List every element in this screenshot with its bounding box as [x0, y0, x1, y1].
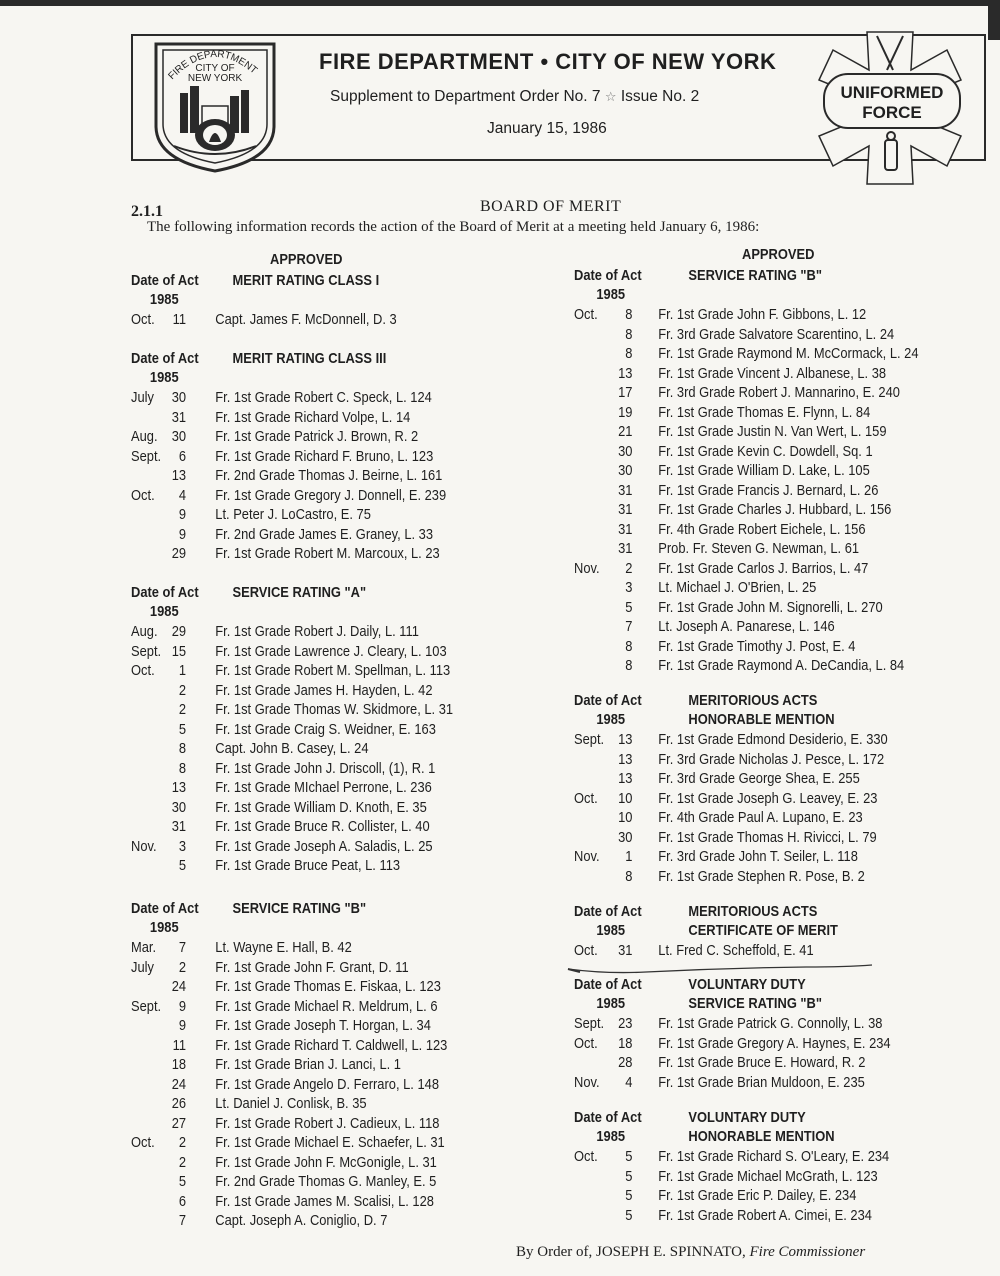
- act-day: 5: [625, 1187, 633, 1204]
- act-day: 30: [618, 828, 633, 846]
- member-name: Fr. 1st Grade Robert M. Marcoux, L. 23: [215, 545, 440, 562]
- member-name: Fr. 1st Grade Joseph A. Saladis, L. 25: [215, 837, 433, 855]
- block-subtitle: HONORABLE MENTION: [688, 711, 835, 728]
- act-month: Sept.: [574, 731, 605, 748]
- member-name: Fr. 1st Grade Brian J. Lanci, L. 1: [215, 1056, 401, 1073]
- act-month: Mar.: [131, 939, 157, 956]
- member-name: Fr. 1st Grade William D. Knoth, E. 35: [215, 798, 427, 816]
- act-day: 5: [625, 598, 633, 616]
- act-day: 24: [171, 1075, 187, 1093]
- member-name: Fr. 1st Grade Raymond M. McCormack, L. 24: [658, 345, 919, 362]
- star-icon: ☆: [604, 90, 617, 105]
- member-name: Fr. 2nd Grade Thomas G. Manley, E. 5: [215, 1173, 437, 1190]
- member-name: Fr. 4th Grade Paul A. Lupano, E. 23: [658, 809, 863, 826]
- act-day: 31: [171, 818, 187, 835]
- year-label: 1985: [596, 286, 626, 303]
- block-title: SERVICE RATING "A": [232, 584, 367, 601]
- act-day: 8: [625, 657, 633, 674]
- act-day: 9: [178, 506, 187, 523]
- block-title: MERIT RATING CLASS III: [232, 350, 387, 367]
- act-month: Oct.: [574, 306, 598, 323]
- date-of-act-label: Date of Act: [574, 976, 642, 993]
- act-day: 13: [618, 750, 633, 768]
- member-name: Fr. 1st Grade Edmond Desiderio, E. 330: [658, 731, 888, 748]
- member-name: Fr. 1st Grade John M. Signorelli, L. 270: [658, 598, 883, 616]
- section-number: 2.1.1: [131, 203, 163, 220]
- act-day: 8: [625, 637, 633, 655]
- year-label: 1985: [149, 291, 179, 308]
- member-name: Fr. 1st Grade Vincent J. Albanese, L. 38: [658, 364, 887, 382]
- act-month: Nov.: [574, 848, 600, 865]
- act-month: Oct.: [574, 1034, 598, 1052]
- member-name: Fr. 3rd Grade Robert J. Mannarino, E. 240: [658, 384, 900, 401]
- act-day: 11: [172, 1036, 187, 1054]
- act-day: 31: [171, 408, 187, 426]
- act-day: 3: [625, 579, 633, 596]
- member-name: Fr. 2nd Grade Thomas J. Beirne, L. 161: [215, 467, 443, 484]
- member-name: Fr. 1st Grade Thomas E. Fiskaa, L. 123: [215, 978, 441, 995]
- issue-date: January 15, 1986: [487, 120, 607, 137]
- member-name: Fr. 1st Grade Bruce Peat, L. 113: [215, 857, 401, 874]
- member-name: Fr. 1st Grade John F. McGonigle, L. 31: [215, 1153, 437, 1171]
- member-name: Fr. 1st Grade Robert J. Daily, L. 111: [215, 623, 419, 640]
- act-day: 29: [171, 623, 187, 640]
- member-name: Fr. 1st Grade William D. Lake, L. 105: [658, 462, 870, 479]
- badge-uniformed-text: UNIFORMED: [840, 83, 944, 102]
- act-day: 13: [171, 779, 187, 796]
- member-name: Fr. 1st Grade James H. Hayden, L. 42: [215, 681, 433, 699]
- member-name: Fr. 1st Grade Michael E. Schaefer, L. 31: [215, 1134, 445, 1151]
- member-name: Fr. 1st Grade Robert M. Spellman, L. 113: [215, 662, 451, 679]
- act-month: Oct.: [131, 311, 155, 328]
- act-day: 2: [178, 958, 187, 976]
- member-name: Fr. 2nd Grade James E. Graney, L. 33: [215, 525, 434, 543]
- member-name: Fr. 1st Grade John J. Driscoll, (1), R. 1: [215, 759, 436, 777]
- member-name: Fr. 1st Grade Michael McGrath, L. 123: [658, 1167, 878, 1185]
- member-name: Capt. James F. McDonnell, D. 3: [215, 311, 397, 328]
- seal-arc-text: FIRE DEPARTMENT: [166, 48, 260, 82]
- block-title: VOLUNTARY DUTY: [688, 1109, 806, 1126]
- intro-paragraph: The following information records the action of the Board of Merit at a meeting held January 6, 1986:: [147, 219, 760, 235]
- member-name: Lt. Daniel J. Conlisk, B. 35: [215, 1095, 367, 1112]
- act-day: 7: [178, 1212, 187, 1229]
- act-month: Nov.: [574, 559, 600, 577]
- year-label: 1985: [149, 603, 179, 620]
- member-name: Fr. 1st Grade Bruce R. Collister, L. 40: [215, 818, 430, 835]
- member-name: Fr. 1st Grade Gregory J. Donnell, E. 239: [215, 486, 447, 504]
- act-day: 31: [618, 481, 633, 499]
- act-day: 2: [178, 701, 187, 718]
- act-day: 10: [618, 789, 633, 807]
- uniformed-force-badge-icon: [815, 28, 965, 188]
- order-by-text: By Order of, JOSEPH E. SPINNATO,: [516, 1244, 750, 1260]
- member-name: Fr. 1st Grade Timothy J. Post, E. 4: [658, 637, 856, 655]
- scan-edge-corner: [988, 0, 1000, 40]
- date-of-act-label: Date of Act: [574, 267, 642, 284]
- act-day: 23: [618, 1015, 633, 1032]
- member-name: Fr. 1st Grade Thomas W. Skidmore, L. 31: [215, 701, 454, 718]
- act-day: 4: [178, 486, 187, 504]
- year-label: 1985: [596, 922, 626, 939]
- act-day: 8: [625, 345, 633, 362]
- act-day: 5: [625, 1206, 633, 1224]
- act-day: 24: [171, 978, 187, 995]
- member-name: Lt. Peter J. LoCastro, E. 75: [215, 506, 371, 523]
- member-name: Capt. John B. Casey, L. 24: [215, 740, 369, 757]
- act-day: 18: [171, 1056, 187, 1073]
- act-day: 11: [172, 311, 187, 328]
- order-subtitle: [330, 88, 699, 106]
- act-day: 6: [178, 1192, 187, 1210]
- member-name: Fr. 1st Grade Angelo D. Ferraro, L. 148: [215, 1075, 440, 1093]
- member-name: Fr. 1st Grade John F. Grant, D. 11: [215, 958, 409, 976]
- department-title: FIRE DEPARTMENT • CITY OF NEW YORK: [319, 49, 777, 74]
- member-name: Lt. Wayne E. Hall, B. 42: [215, 939, 352, 956]
- act-day: 19: [618, 403, 633, 421]
- approved-label-left: APPROVED: [270, 251, 343, 268]
- act-month: Sept.: [574, 1015, 605, 1032]
- date-of-act-label: Date of Act: [131, 350, 199, 367]
- act-day: 8: [625, 867, 633, 885]
- seal-city-text: CITY OF: [195, 63, 235, 74]
- act-month: Nov.: [131, 837, 157, 855]
- date-of-act-label: Date of Act: [574, 1109, 642, 1126]
- act-day: 5: [178, 720, 187, 738]
- act-day: 30: [618, 442, 633, 460]
- act-month: Oct.: [131, 662, 155, 679]
- member-name: Fr. 3rd Grade Salvatore Scarentino, L. 24: [658, 325, 895, 343]
- block-title: SERVICE RATING "B": [688, 267, 822, 284]
- year-label: 1985: [596, 995, 626, 1012]
- act-month: Sept.: [131, 997, 162, 1015]
- act-month: Oct.: [574, 942, 598, 959]
- member-name: Fr. 1st Grade Kevin C. Dowdell, Sq. 1: [658, 442, 873, 460]
- block-subtitle: HONORABLE MENTION: [688, 1128, 835, 1145]
- act-day: 5: [625, 1148, 633, 1165]
- act-day: 13: [618, 731, 633, 748]
- member-name: Fr. 1st Grade Francis J. Bernard, L. 26: [658, 481, 879, 499]
- act-day: 31: [618, 942, 633, 959]
- act-day: 1: [178, 662, 187, 679]
- fdny-seal-icon: [152, 38, 278, 173]
- member-name: Fr. 1st Grade MIchael Perrone, L. 236: [215, 779, 432, 796]
- member-name: Fr. 1st Grade Joseph T. Horgan, L. 34: [215, 1017, 431, 1034]
- act-day: 9: [178, 1017, 187, 1034]
- member-name: Fr. 1st Grade Robert A. Cimei, E. 234: [658, 1206, 872, 1224]
- act-day: 9: [178, 525, 187, 543]
- year-label: 1985: [596, 1128, 626, 1145]
- member-name: Lt. Fred C. Scheffold, E. 41: [658, 942, 814, 959]
- act-day: 30: [618, 462, 633, 479]
- act-day: 26: [171, 1095, 187, 1112]
- act-day: 18: [618, 1034, 633, 1052]
- member-name: Fr. 1st Grade Raymond A. DeCandia, L. 84: [658, 657, 905, 674]
- year-label: 1985: [149, 369, 179, 386]
- block-title: MERITORIOUS ACTS: [688, 903, 818, 920]
- act-day: 13: [618, 770, 633, 787]
- member-name: Fr. 1st Grade Richard S. O'Leary, E. 234: [658, 1148, 890, 1165]
- member-name: Fr. 1st Grade John F. Gibbons, L. 12: [658, 306, 867, 323]
- act-day: 8: [625, 306, 633, 323]
- member-name: Prob. Fr. Steven G. Newman, L. 61: [658, 540, 860, 557]
- signature-line: [516, 1244, 865, 1261]
- pen-underline-mark: [566, 962, 876, 976]
- date-of-act-label: Date of Act: [131, 272, 199, 289]
- date-of-act-label: Date of Act: [131, 900, 199, 917]
- year-label: 1985: [596, 711, 626, 728]
- member-name: Fr. 1st Grade Eric P. Dailey, E. 234: [658, 1187, 857, 1204]
- member-name: Fr. 1st Grade Carlos J. Barrios, L. 47: [658, 559, 869, 577]
- block-subtitle: CERTIFICATE OF MERIT: [688, 922, 838, 939]
- act-day: 7: [178, 939, 187, 956]
- act-month: Oct.: [574, 1148, 598, 1165]
- badge-force-text: FORCE: [862, 103, 922, 122]
- date-of-act-label: Date of Act: [131, 584, 199, 601]
- act-day: 2: [178, 681, 187, 699]
- act-month: July: [131, 389, 154, 406]
- act-day: 7: [625, 618, 633, 635]
- section-title: BOARD OF MERIT: [480, 198, 622, 215]
- act-day: 30: [171, 428, 187, 445]
- seal-ny-text: NEW YORK: [187, 73, 243, 84]
- act-day: 8: [625, 325, 633, 343]
- act-day: 30: [171, 798, 187, 816]
- member-name: Lt. Joseph A. Panarese, L. 146: [658, 618, 835, 635]
- act-day: 13: [618, 364, 633, 382]
- act-day: 10: [618, 809, 633, 826]
- act-day: 4: [625, 1073, 633, 1091]
- act-day: 31: [618, 501, 633, 518]
- act-month: Oct.: [131, 486, 155, 504]
- member-name: Fr. 1st Grade Patrick J. Brown, R. 2: [215, 428, 419, 445]
- member-name: Fr. 1st Grade Patrick G. Connolly, L. 38: [658, 1015, 883, 1032]
- member-name: Fr. 3rd Grade George Shea, E. 255: [658, 770, 860, 787]
- scan-edge-top: [0, 0, 1000, 6]
- order-number: Supplement to Department Order No. 7: [330, 88, 601, 105]
- act-day: 30: [171, 389, 187, 406]
- act-day: 31: [618, 520, 633, 538]
- act-day: 3: [178, 837, 187, 855]
- act-day: 13: [171, 467, 187, 484]
- member-name: Fr. 1st Grade Justin N. Van Wert, L. 159: [658, 423, 887, 440]
- member-name: Fr. 1st Grade Robert C. Speck, L. 124: [215, 389, 432, 406]
- act-day: 15: [171, 642, 187, 660]
- member-name: Fr. 1st Grade Richard F. Bruno, L. 123: [215, 447, 434, 465]
- block-title: MERITORIOUS ACTS: [688, 692, 818, 709]
- member-name: Fr. 3rd Grade John T. Seiler, L. 118: [658, 848, 858, 865]
- act-day: 9: [178, 997, 187, 1015]
- act-day: 2: [178, 1153, 187, 1171]
- member-name: Fr. 1st Grade Gregory A. Haynes, E. 234: [658, 1034, 891, 1052]
- act-day: 31: [618, 540, 633, 557]
- act-month: Aug.: [131, 623, 158, 640]
- issue-number: Issue No. 2: [620, 88, 700, 105]
- member-name: Fr. 3rd Grade Nicholas J. Pesce, L. 172: [658, 750, 885, 768]
- act-day: 21: [618, 423, 633, 440]
- act-day: 29: [171, 545, 187, 562]
- act-month: July: [131, 958, 154, 976]
- member-name: Fr. 1st Grade Craig S. Weidner, E. 163: [215, 720, 436, 738]
- act-day: 27: [171, 1114, 187, 1132]
- member-name: Fr. 1st Grade Richard Volpe, L. 14: [215, 408, 411, 426]
- member-name: Fr. 1st Grade Thomas H. Rivicci, L. 79: [658, 828, 877, 846]
- act-day: 5: [625, 1167, 633, 1185]
- act-day: 1: [625, 848, 633, 865]
- act-day: 17: [618, 384, 633, 401]
- act-day: 5: [178, 857, 187, 874]
- member-name: Fr. 1st Grade Charles J. Hubbard, L. 156: [658, 501, 892, 518]
- member-name: Fr. 1st Grade Michael R. Meldrum, L. 6: [215, 997, 438, 1015]
- member-name: Fr. 1st Grade Brian Muldoon, E. 235: [658, 1073, 865, 1091]
- act-month: Sept.: [131, 447, 162, 465]
- block-title: MERIT RATING CLASS I: [232, 272, 380, 289]
- member-name: Fr. 1st Grade James M. Scalisi, L. 128: [215, 1192, 434, 1210]
- date-of-act-label: Date of Act: [574, 903, 642, 920]
- member-name: Fr. 1st Grade Joseph G. Leavey, E. 23: [658, 789, 878, 807]
- approved-label-right: APPROVED: [742, 246, 815, 263]
- act-month: Sept.: [131, 642, 162, 660]
- act-day: 5: [178, 1173, 187, 1190]
- member-name: Fr. 1st Grade Stephen R. Pose, B. 2: [658, 867, 865, 885]
- member-name: Fr. 1st Grade Richard T. Caldwell, L. 123: [215, 1036, 448, 1054]
- act-day: 2: [178, 1134, 187, 1151]
- act-day: 28: [618, 1054, 633, 1071]
- act-day: 8: [178, 759, 187, 777]
- act-day: 2: [625, 559, 633, 577]
- member-name: Capt. Joseph A. Coniglio, D. 7: [215, 1212, 388, 1229]
- year-label: 1985: [149, 919, 179, 936]
- act-day: 6: [178, 447, 187, 465]
- act-month: Oct.: [131, 1134, 155, 1151]
- member-name: Lt. Michael J. O'Brien, L. 25: [658, 579, 817, 596]
- member-name: Fr. 1st Grade Robert J. Cadieux, L. 118: [215, 1114, 440, 1132]
- member-name: Fr. 1st Grade Thomas E. Flynn, L. 84: [658, 403, 871, 421]
- member-name: Fr. 4th Grade Robert Eichele, L. 156: [658, 520, 866, 538]
- block-title: VOLUNTARY DUTY: [688, 976, 806, 993]
- block-title: SERVICE RATING "B": [232, 900, 367, 917]
- member-name: Fr. 1st Grade Lawrence J. Cleary, L. 103: [215, 642, 447, 660]
- act-month: Oct.: [574, 789, 598, 807]
- member-name: Fr. 1st Grade Bruce E. Howard, R. 2: [658, 1054, 866, 1071]
- act-month: Nov.: [574, 1073, 600, 1091]
- commissioner-title: Fire Commissioner: [749, 1244, 866, 1260]
- date-of-act-label: Date of Act: [574, 692, 642, 709]
- act-month: Aug.: [131, 428, 158, 445]
- act-day: 8: [178, 740, 187, 757]
- block-subtitle: SERVICE RATING "B": [688, 995, 822, 1012]
